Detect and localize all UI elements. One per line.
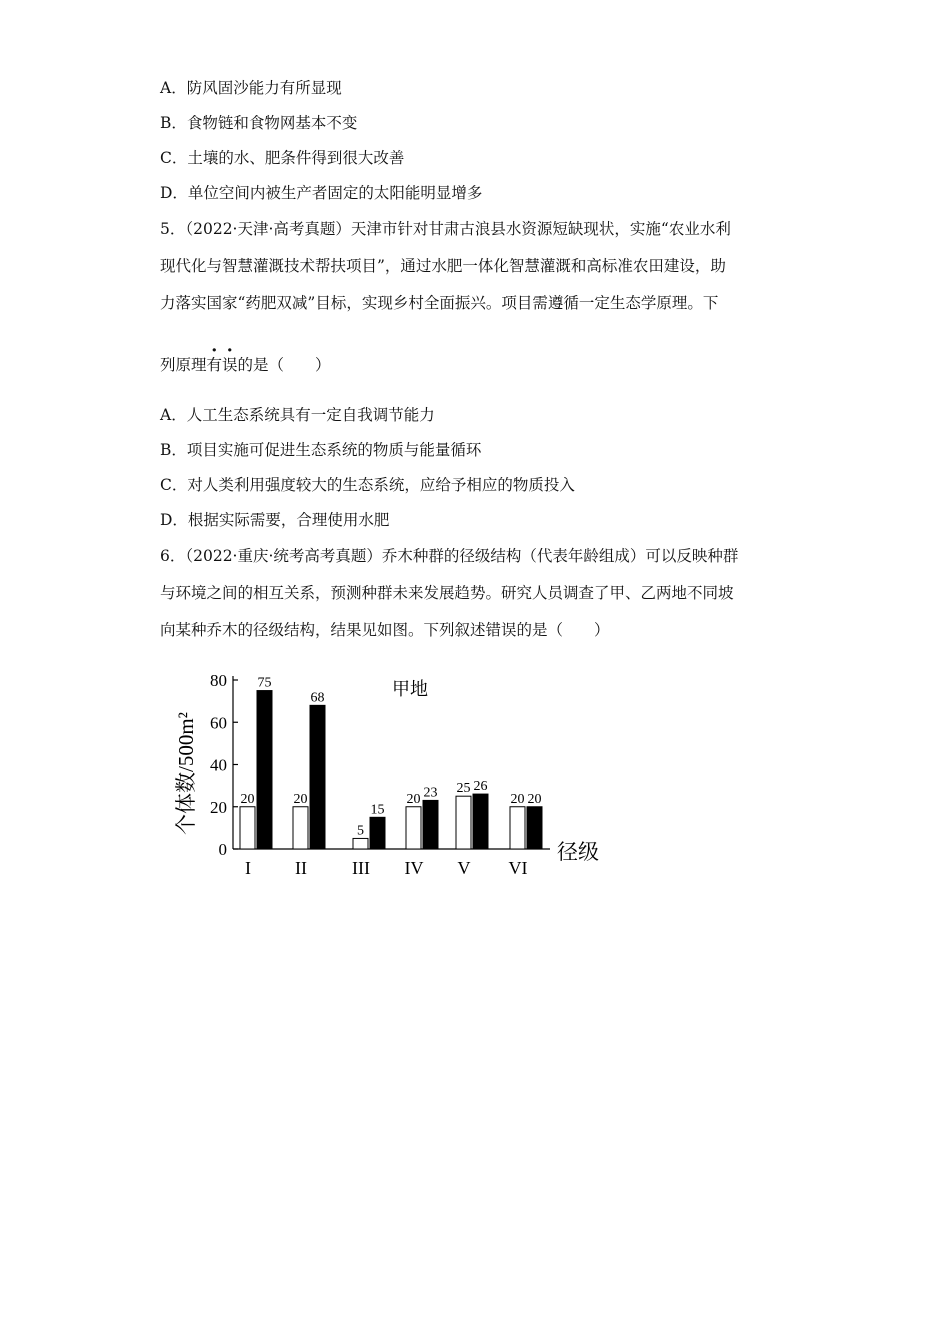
- q4-option-a: A．防风固沙能力有所显现: [160, 79, 342, 97]
- bar-value-label: 20: [293, 791, 308, 807]
- q5-stem-line-2: 现代化与智慧灌溉技术帮扶项目”，通过水肥一体化智慧灌溉和高标准农田建设，助: [160, 257, 726, 275]
- bar: [370, 817, 385, 849]
- y-axis-ticks: [210, 671, 238, 859]
- bar-value-label: 23: [423, 785, 438, 801]
- q6-stem-line-1: 6．（2022·重庆·统考高考真题）乔木种群的径级结构（代表年龄组成）可以反映种群: [160, 547, 739, 565]
- x-axis-ticks: [245, 858, 528, 878]
- x-tick-label: II: [295, 858, 307, 878]
- bar: [240, 807, 255, 849]
- bar: [353, 838, 368, 849]
- x-tick-label: IV: [404, 858, 424, 878]
- q5-emphasis-char-1: 有: [206, 356, 223, 374]
- q5-option-c: C．对人类利用强度较大的生态系统，应给予相应的物质投入: [160, 476, 575, 494]
- bar: [423, 800, 438, 849]
- bar-value-label: 20: [510, 791, 525, 807]
- bar: [527, 807, 542, 849]
- x-tick-label: I: [245, 858, 251, 878]
- y-axis-title: 个体数/500m²: [174, 712, 198, 835]
- bar-value-label: 68: [310, 690, 325, 706]
- bar-value-label: 20: [406, 791, 421, 807]
- q6-stem-line-2: 与环境之间的相互关系，预测种群未来发展趋势。研究人员调查了甲、乙两地不同坡: [160, 584, 734, 602]
- bar-chart: [160, 660, 620, 885]
- q4-option-b: B．食物链和食物网基本不变: [160, 114, 358, 132]
- bar: [293, 807, 308, 849]
- x-tick-label: V: [457, 858, 471, 878]
- chart-title: 甲地: [392, 679, 428, 699]
- q5-stem-line-3: 力落实国家“药肥双减”目标，实现乡村全面振兴。项目需遵循一定生态学原理。下: [160, 294, 719, 312]
- bar: [456, 796, 471, 849]
- q5-option-d: D．根据实际需要，合理使用水肥: [160, 511, 390, 529]
- y-tick-label: 0: [218, 840, 227, 859]
- bar-value-label: 75: [257, 675, 272, 691]
- y-tick-label: 40: [210, 755, 227, 775]
- q4-option-c: C．土壤的水、肥条件得到很大改善: [160, 149, 405, 167]
- bar: [310, 705, 325, 849]
- q5-option-a: A．人工生态系统具有一定自我调节能力: [160, 406, 435, 424]
- q5-stem-suffix: 的是（ ）: [237, 356, 331, 374]
- q6-stem-line-3: 向某种乔木的径级结构，结果见如图。下列叙述错误的是（ ）: [160, 621, 610, 639]
- bar: [510, 807, 525, 849]
- q5-emphasis-char-2: 误: [222, 356, 238, 374]
- x-tick-label: VI: [508, 858, 528, 878]
- x-axis-title: 径级: [557, 840, 599, 864]
- bar: [406, 807, 421, 849]
- bar-value-label: 20: [240, 791, 255, 807]
- q5-option-b: B．项目实施可促进生态系统的物质与能量循环: [160, 441, 482, 459]
- q5-stem-prefix: 列原理: [160, 356, 207, 374]
- bar: [473, 794, 488, 849]
- bar-value-label: 25: [456, 781, 471, 797]
- bar-value-label: 20: [527, 791, 542, 807]
- q5-stem-line-1: 5．（2022·天津·高考真题）天津市针对甘肃古浪县水资源短缺现状，实施“农业水利: [160, 220, 731, 238]
- q5-stem-line-4: [160, 354, 331, 376]
- bar-value-label: 5: [357, 823, 364, 839]
- bar: [257, 691, 272, 849]
- bar-value-label: 26: [473, 779, 488, 795]
- y-tick-label: 80: [210, 671, 227, 690]
- y-tick-label: 20: [210, 797, 227, 817]
- q4-option-d: D．单位空间内被生产者固定的太阳能明显增多: [160, 184, 483, 202]
- bar-value-label: 15: [370, 802, 385, 818]
- x-tick-label: III: [352, 858, 370, 878]
- y-tick-label: 60: [210, 713, 227, 733]
- bars-group: [240, 676, 542, 849]
- y-axis-title-group: [174, 712, 198, 835]
